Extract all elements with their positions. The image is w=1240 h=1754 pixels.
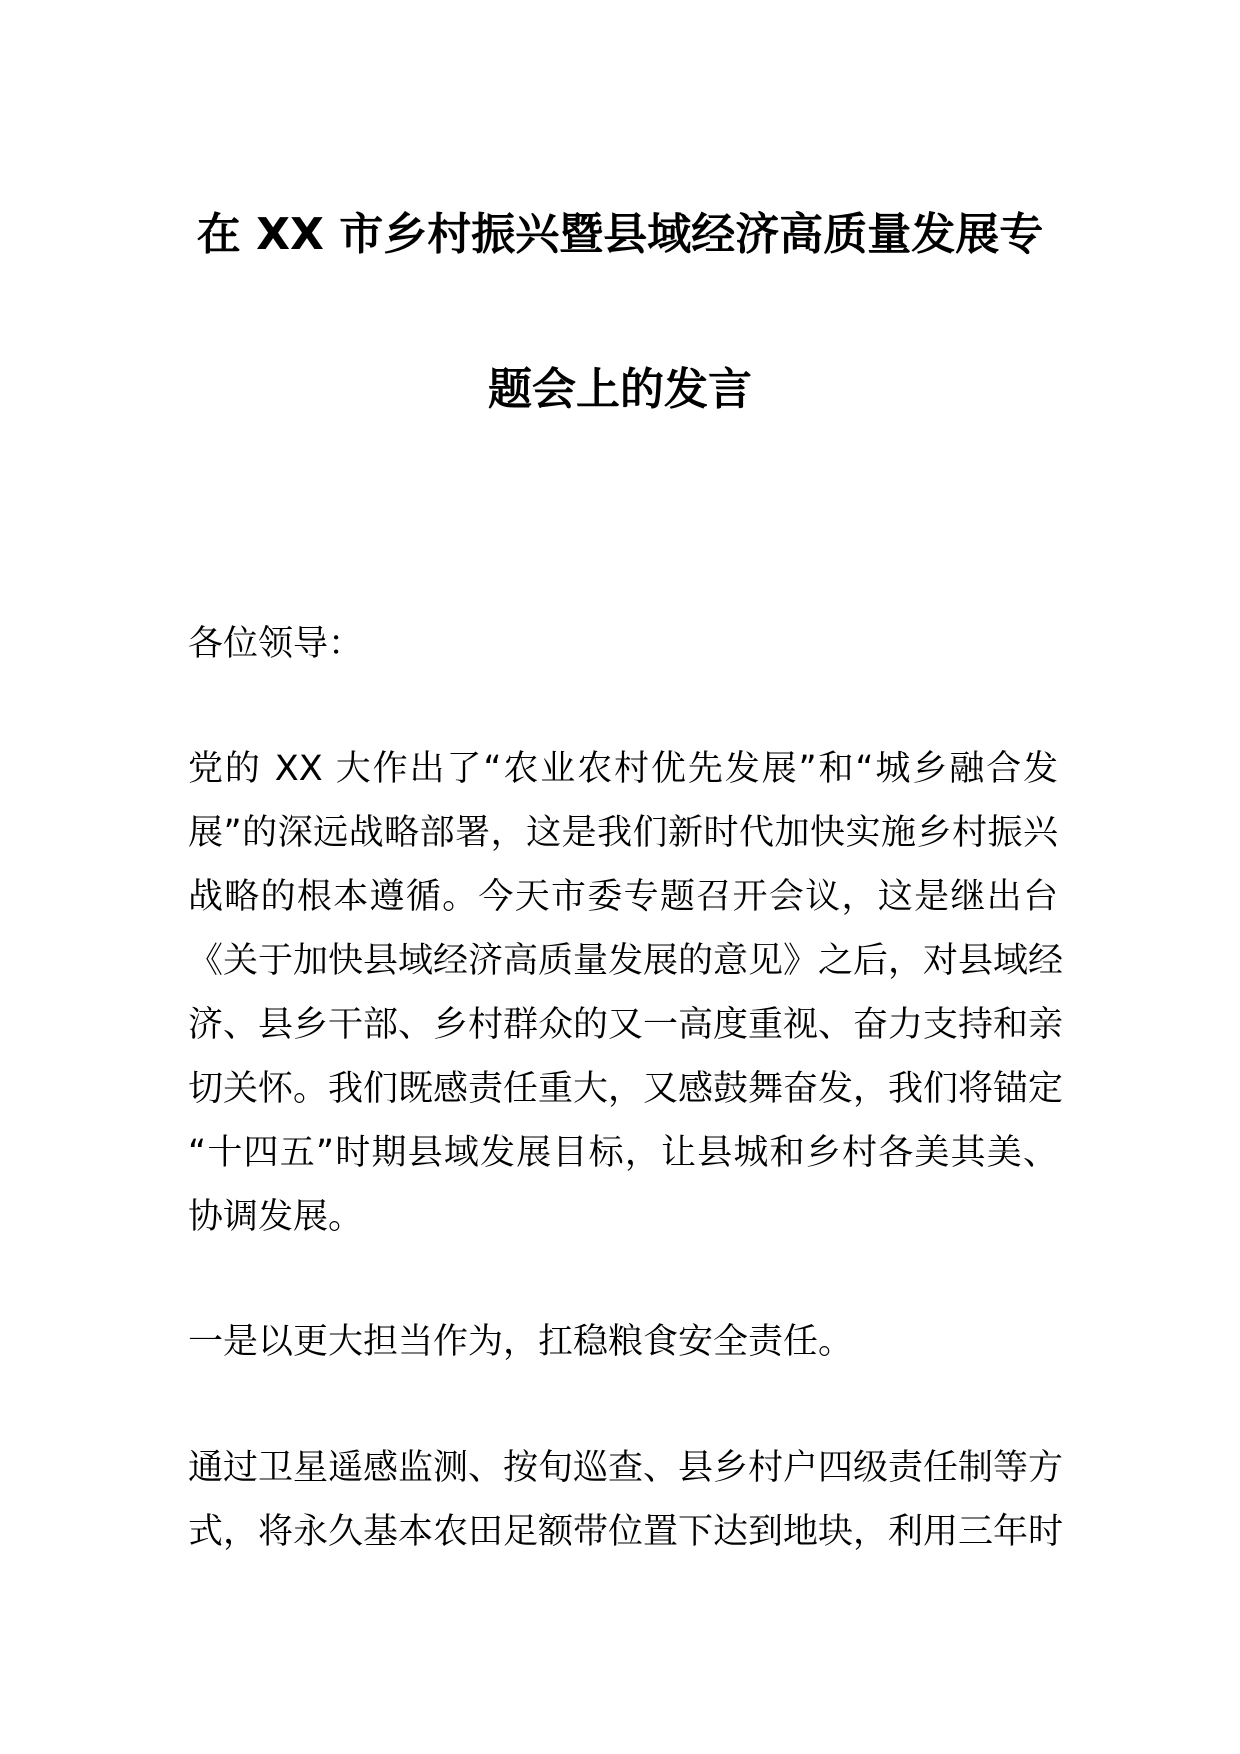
document-title-line-1: 在 XX 市乡村振兴暨县域经济高质量发展专 [196, 209, 1044, 260]
paragraph-line: “十四五”时期县域发展目标，让县城和乡村各美其美、 [188, 1133, 1058, 1173]
paragraph-line: 协调发展。 [188, 1197, 364, 1237]
section-heading: 一是以更大担当作为，扛稳粮食安全责任。 [188, 1322, 854, 1362]
paragraph-line: 党的 XX 大作出了“农业农村优先发展”和“城乡融合发 [188, 749, 1058, 789]
paragraph-line: 《关于加快县域经济高质量发展的意见》之后，对县域经 [188, 941, 1064, 981]
paragraph-line: 战略的根本遵循。今天市委专题召开会议，这是继出台 [188, 877, 1058, 917]
salutation: 各位领导： [188, 624, 364, 664]
paragraph-line: 展”的深远战略部署，这是我们新时代加快实施乡村振兴 [188, 813, 1058, 853]
paragraph-line: 式，将永久基本农田足额带位置下达到地块，利用三年时 [188, 1512, 1064, 1552]
paragraph-line: 济、县乡干部、乡村群众的又一高度重视、奋力支持和亲 [188, 1005, 1064, 1045]
paragraph-line: 切关怀。我们既感责任重大，又感鼓舞奋发，我们将锚定 [188, 1069, 1064, 1109]
document-title-line-2: 题会上的发言 [488, 364, 752, 415]
paragraph-line: 通过卫星遥感监测、按旬巡查、县乡村户四级责任制等方 [188, 1448, 1064, 1488]
